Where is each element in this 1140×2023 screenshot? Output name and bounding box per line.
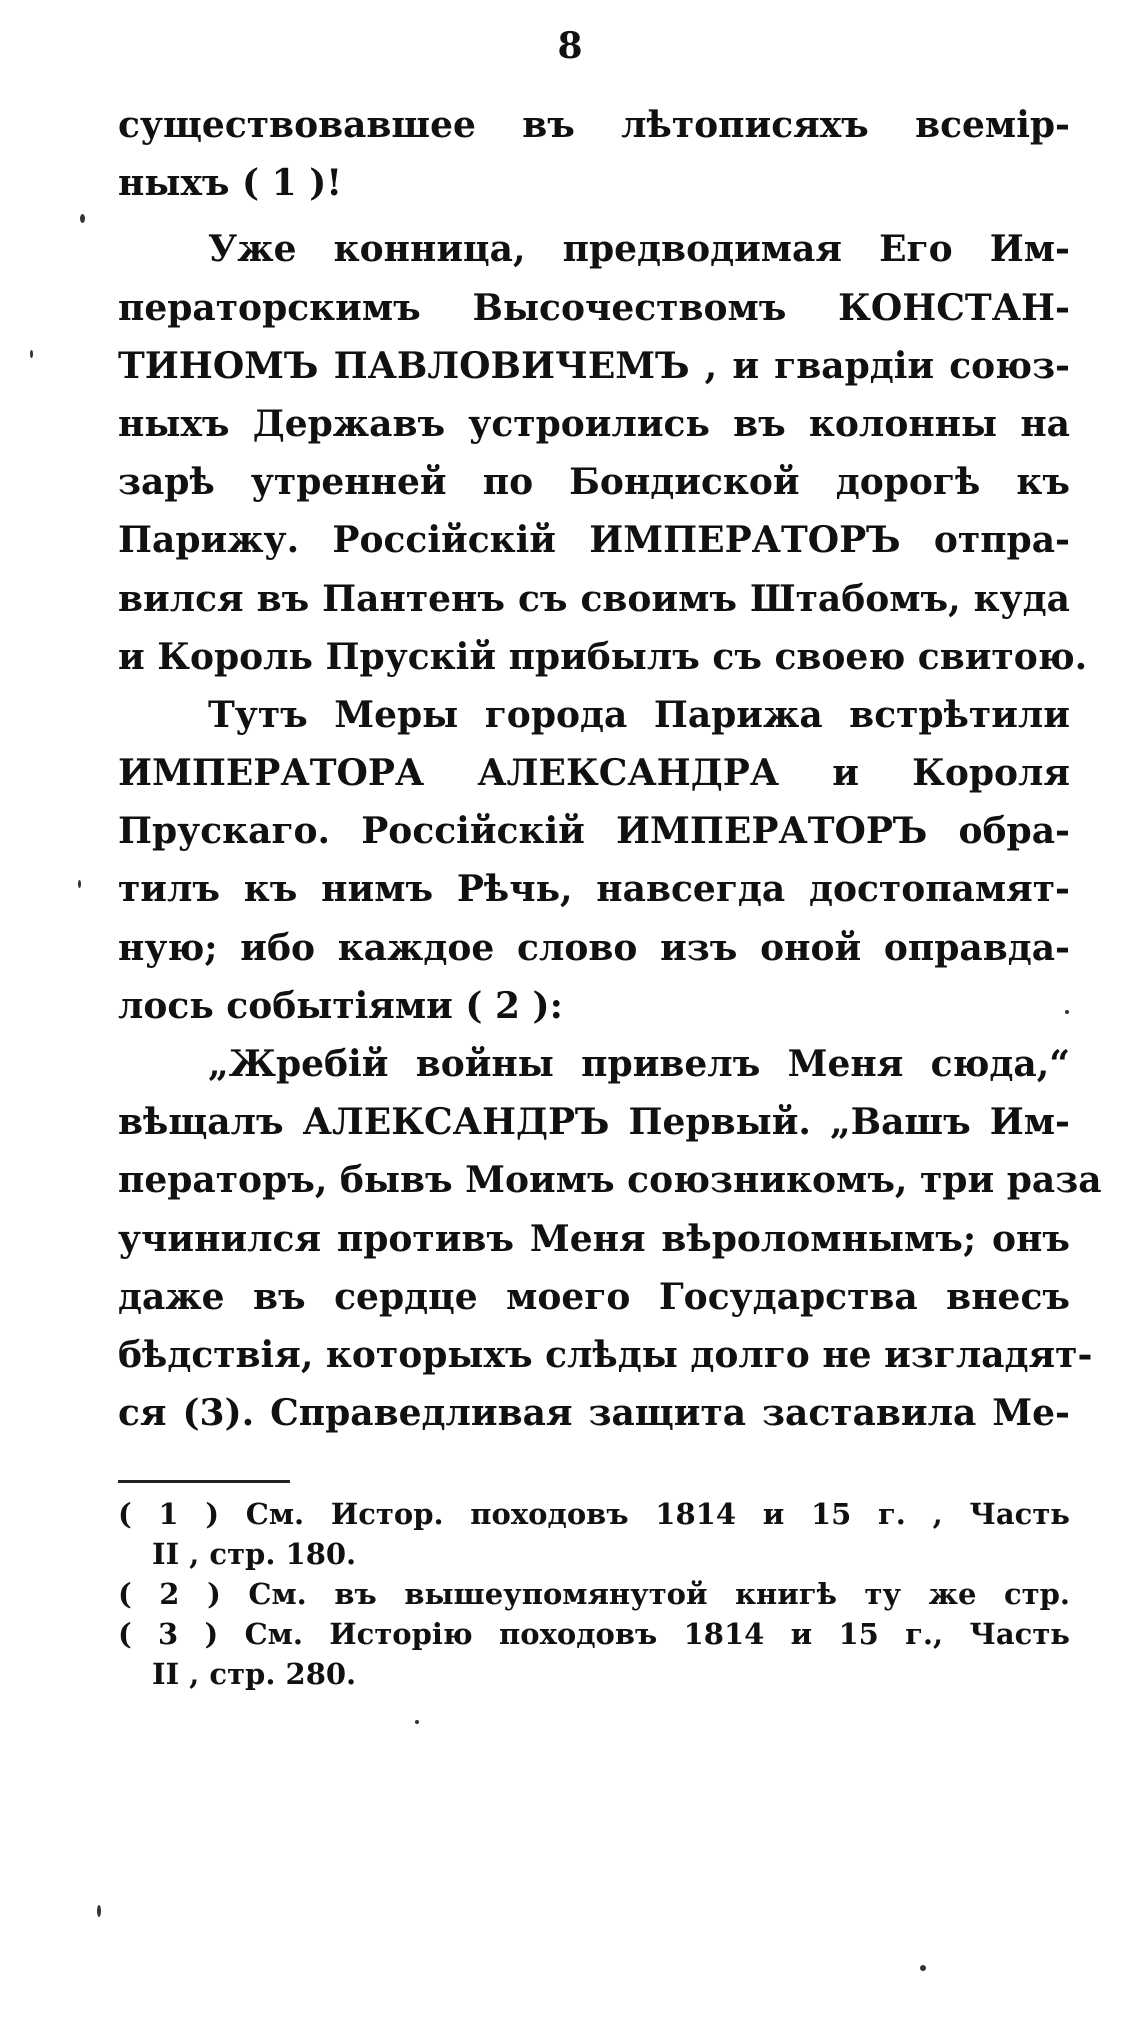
footnote-line: II , стр. 180. — [152, 1537, 357, 1571]
footnote-separator — [118, 1480, 290, 1483]
text-line: ИМПЕРАТОРА АЛЕКСАНДРА и Короля — [118, 752, 1070, 795]
text-line: существовавшее въ лѣтописяхъ всемір- — [118, 104, 1070, 146]
paragraph-2 — [118, 220, 1088, 686]
text-line: Тутъ Меры города Парижа встрѣтили — [208, 693, 1070, 736]
text-line: вился въ Пантенъ съ своимъ Штабомъ, куда — [118, 577, 1070, 620]
scan-speck — [415, 1720, 419, 1724]
scan-speck — [1065, 1010, 1069, 1014]
text-line: даже въ сердце моего Государства внесъ — [118, 1275, 1070, 1318]
scan-speck — [97, 1905, 101, 1917]
text-line: Уже конница, предводимая Его Им- — [208, 228, 1070, 271]
footnotes — [118, 1494, 1070, 1694]
text-line: Прускаго. Россійскій ИМПЕРАТОРЪ обра- — [118, 810, 1070, 853]
text-line: „Жребій войны привелъ Меня сюда,“ — [208, 1043, 1070, 1085]
text-line: ныхъ ( 1 )! — [118, 162, 343, 205]
text-line: и Король Прускій прибылъ съ своею свитою. — [118, 635, 1088, 678]
text-line: зарѣ утренней по Бондиской дорогѣ къ — [118, 461, 1070, 504]
scan-speck — [78, 880, 81, 888]
text-line: ся (3). Справедливая защита заставила Ме- — [118, 1392, 1070, 1435]
text-line: ную; ибо каждое слово изъ оной оправда- — [118, 926, 1070, 969]
footnote-1 — [118, 1494, 1070, 1574]
text-line: вѣщалъ АЛЕКСАНДРЪ Первый. „Вашъ Им- — [118, 1101, 1070, 1144]
page-number: 8 — [557, 25, 583, 67]
text-line: бѣдствія, которыхъ слѣды долго не изгладят- — [118, 1333, 1093, 1376]
footnote-line: ( 2 ) См. въ вышеупомянутой книгѣ ту же стр. — [118, 1577, 1070, 1611]
text-line: ТИНОМЪ ПАВЛОВИЧЕМЪ , и гвардіи союз- — [118, 344, 1070, 387]
paragraph-3 — [118, 686, 1070, 1035]
main-text — [118, 96, 1102, 1442]
footnote-line: ( 3 ) См. Исторію походовъ 1814 и 15 г., Часть — [118, 1617, 1070, 1651]
text-line: лось событіями ( 2 ): — [118, 984, 563, 1027]
text-line: ператоръ, бывъ Моимъ союзникомъ, три раза — [118, 1159, 1102, 1202]
footnote-2 — [118, 1574, 1070, 1614]
text-line: Парижу. Россійскій ИМПЕРАТОРЪ отпра- — [118, 519, 1070, 562]
text-line: ператорскимъ Высочествомъ КОНСТАН- — [118, 286, 1070, 329]
scan-speck — [30, 350, 33, 358]
footnote-line: ( 1 ) См. Истор. походовъ 1814 и 15 г. , Часть — [118, 1497, 1070, 1531]
scan-speck — [920, 1965, 926, 1971]
footnote-line: II , стр. 280. — [152, 1657, 357, 1691]
paragraph-1 — [118, 96, 1070, 212]
text-line: ныхъ Державъ устроились въ колонны на — [118, 402, 1070, 445]
text-line: тилъ къ нимъ Рѣчь, навсегда достопамят- — [118, 868, 1070, 911]
text-line: учинился противъ Меня вѣроломнымъ; онъ — [118, 1217, 1070, 1260]
footnote-3 — [118, 1614, 1070, 1694]
scan-speck — [80, 214, 85, 223]
paragraph-4 — [118, 1035, 1102, 1442]
